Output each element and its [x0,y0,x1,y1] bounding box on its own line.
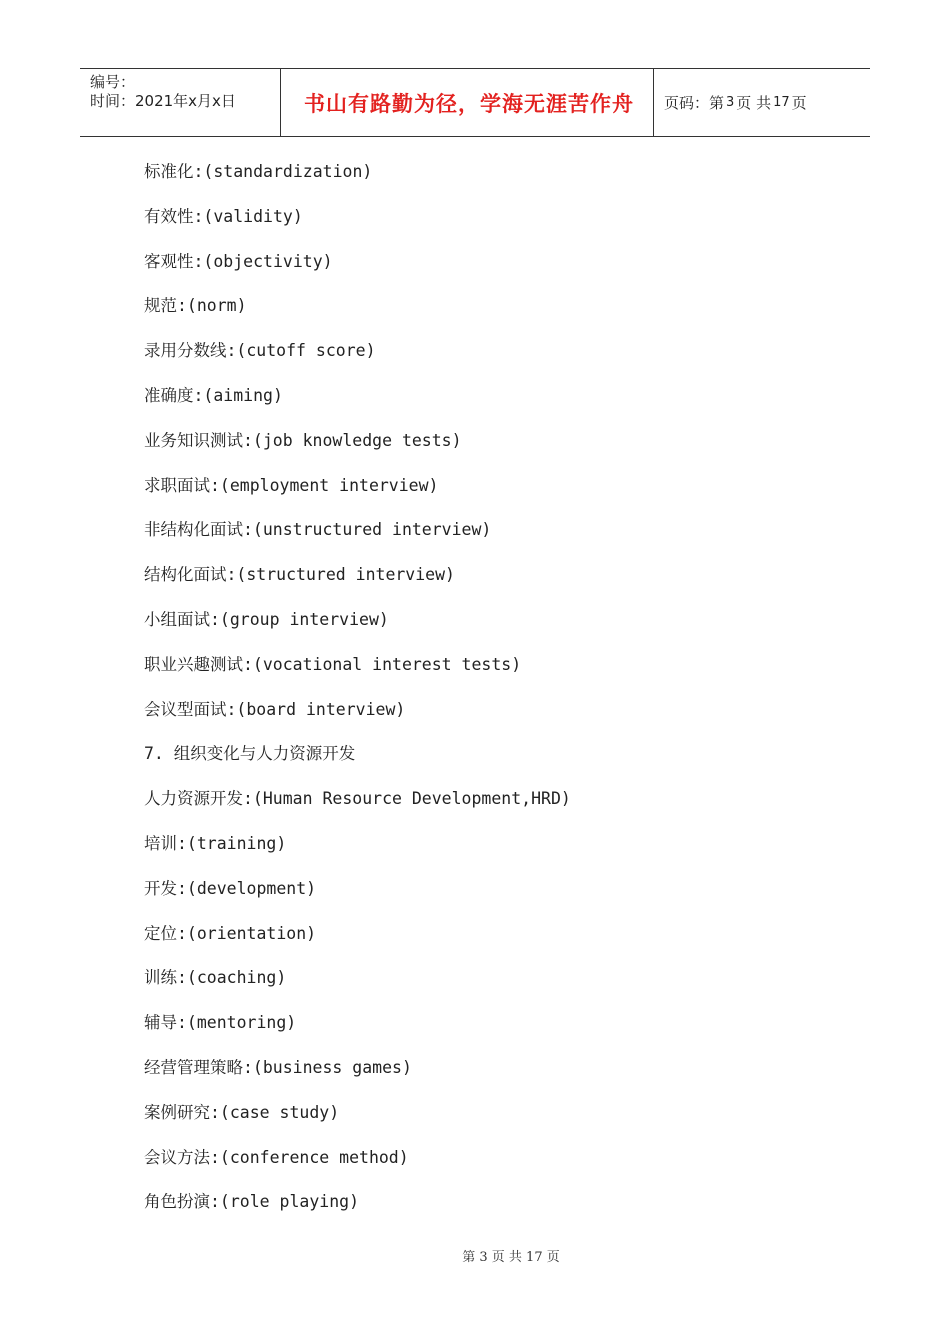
page-header [80,68,870,137]
document-code-label: 编号： [90,73,136,91]
page-mid-text: 页 共 [736,94,772,112]
glossary-list [144,156,844,1231]
page-suffix: 页 [791,94,807,112]
document-date-label: 时间：2021年x月x日 [90,92,236,110]
page-total-number: 17 [773,95,790,110]
glossary-line: 训练:(coaching) [144,968,287,988]
glossary-line: 经营管理策略:(business games) [144,1057,412,1077]
glossary-line: 职业兴趣测试:(vocational interest tests) [144,654,522,674]
header-page-cell [654,69,870,136]
page-current-number: 3 [726,95,735,110]
section-heading: 7. 组织变化与人力资源开发 [144,744,356,764]
glossary-line: 求职面试:(employment interview) [144,475,439,495]
glossary-line: 录用分数线:(cutoff score) [144,341,376,361]
glossary-line: 准确度:(aiming) [144,385,283,405]
glossary-line: 开发:(development) [144,878,317,898]
glossary-line: 定位:(orientation) [144,923,317,943]
header-motto: 书山有路勤为径，学海无涯苦作舟 [304,91,634,116]
glossary-line: 有效性:(validity) [144,206,303,226]
glossary-line: 标准化:(standardization) [144,162,373,181]
glossary-line: 会议方法:(conference method) [144,1147,409,1167]
glossary-line: 业务知识测试:(job knowledge tests) [144,430,462,450]
glossary-line: 角色扮演:(role playing) [144,1192,360,1212]
glossary-line: 会议型面试:(board interview) [144,699,406,719]
glossary-line: 培训:(training) [144,833,287,853]
glossary-line: 案例研究:(case study) [144,1102,340,1122]
glossary-line: 非结构化面试:(unstructured interview) [144,520,492,540]
glossary-line: 人力资源开发:(Human Resource Development,HRD) [144,789,571,809]
page-footer: 第 3 页 共 17 页 [462,1250,560,1265]
glossary-line: 结构化面试:(structured interview) [144,565,455,585]
page-prefix: 页码：第 [664,94,725,112]
glossary-line: 规范:(norm) [144,296,247,316]
glossary-line: 小组面试:(group interview) [144,609,389,629]
header-meta-cell [80,69,281,136]
glossary-line: 辅导:(mentoring) [144,1013,297,1033]
header-motto-cell [281,69,654,136]
glossary-line: 客观性:(objectivity) [144,251,333,271]
